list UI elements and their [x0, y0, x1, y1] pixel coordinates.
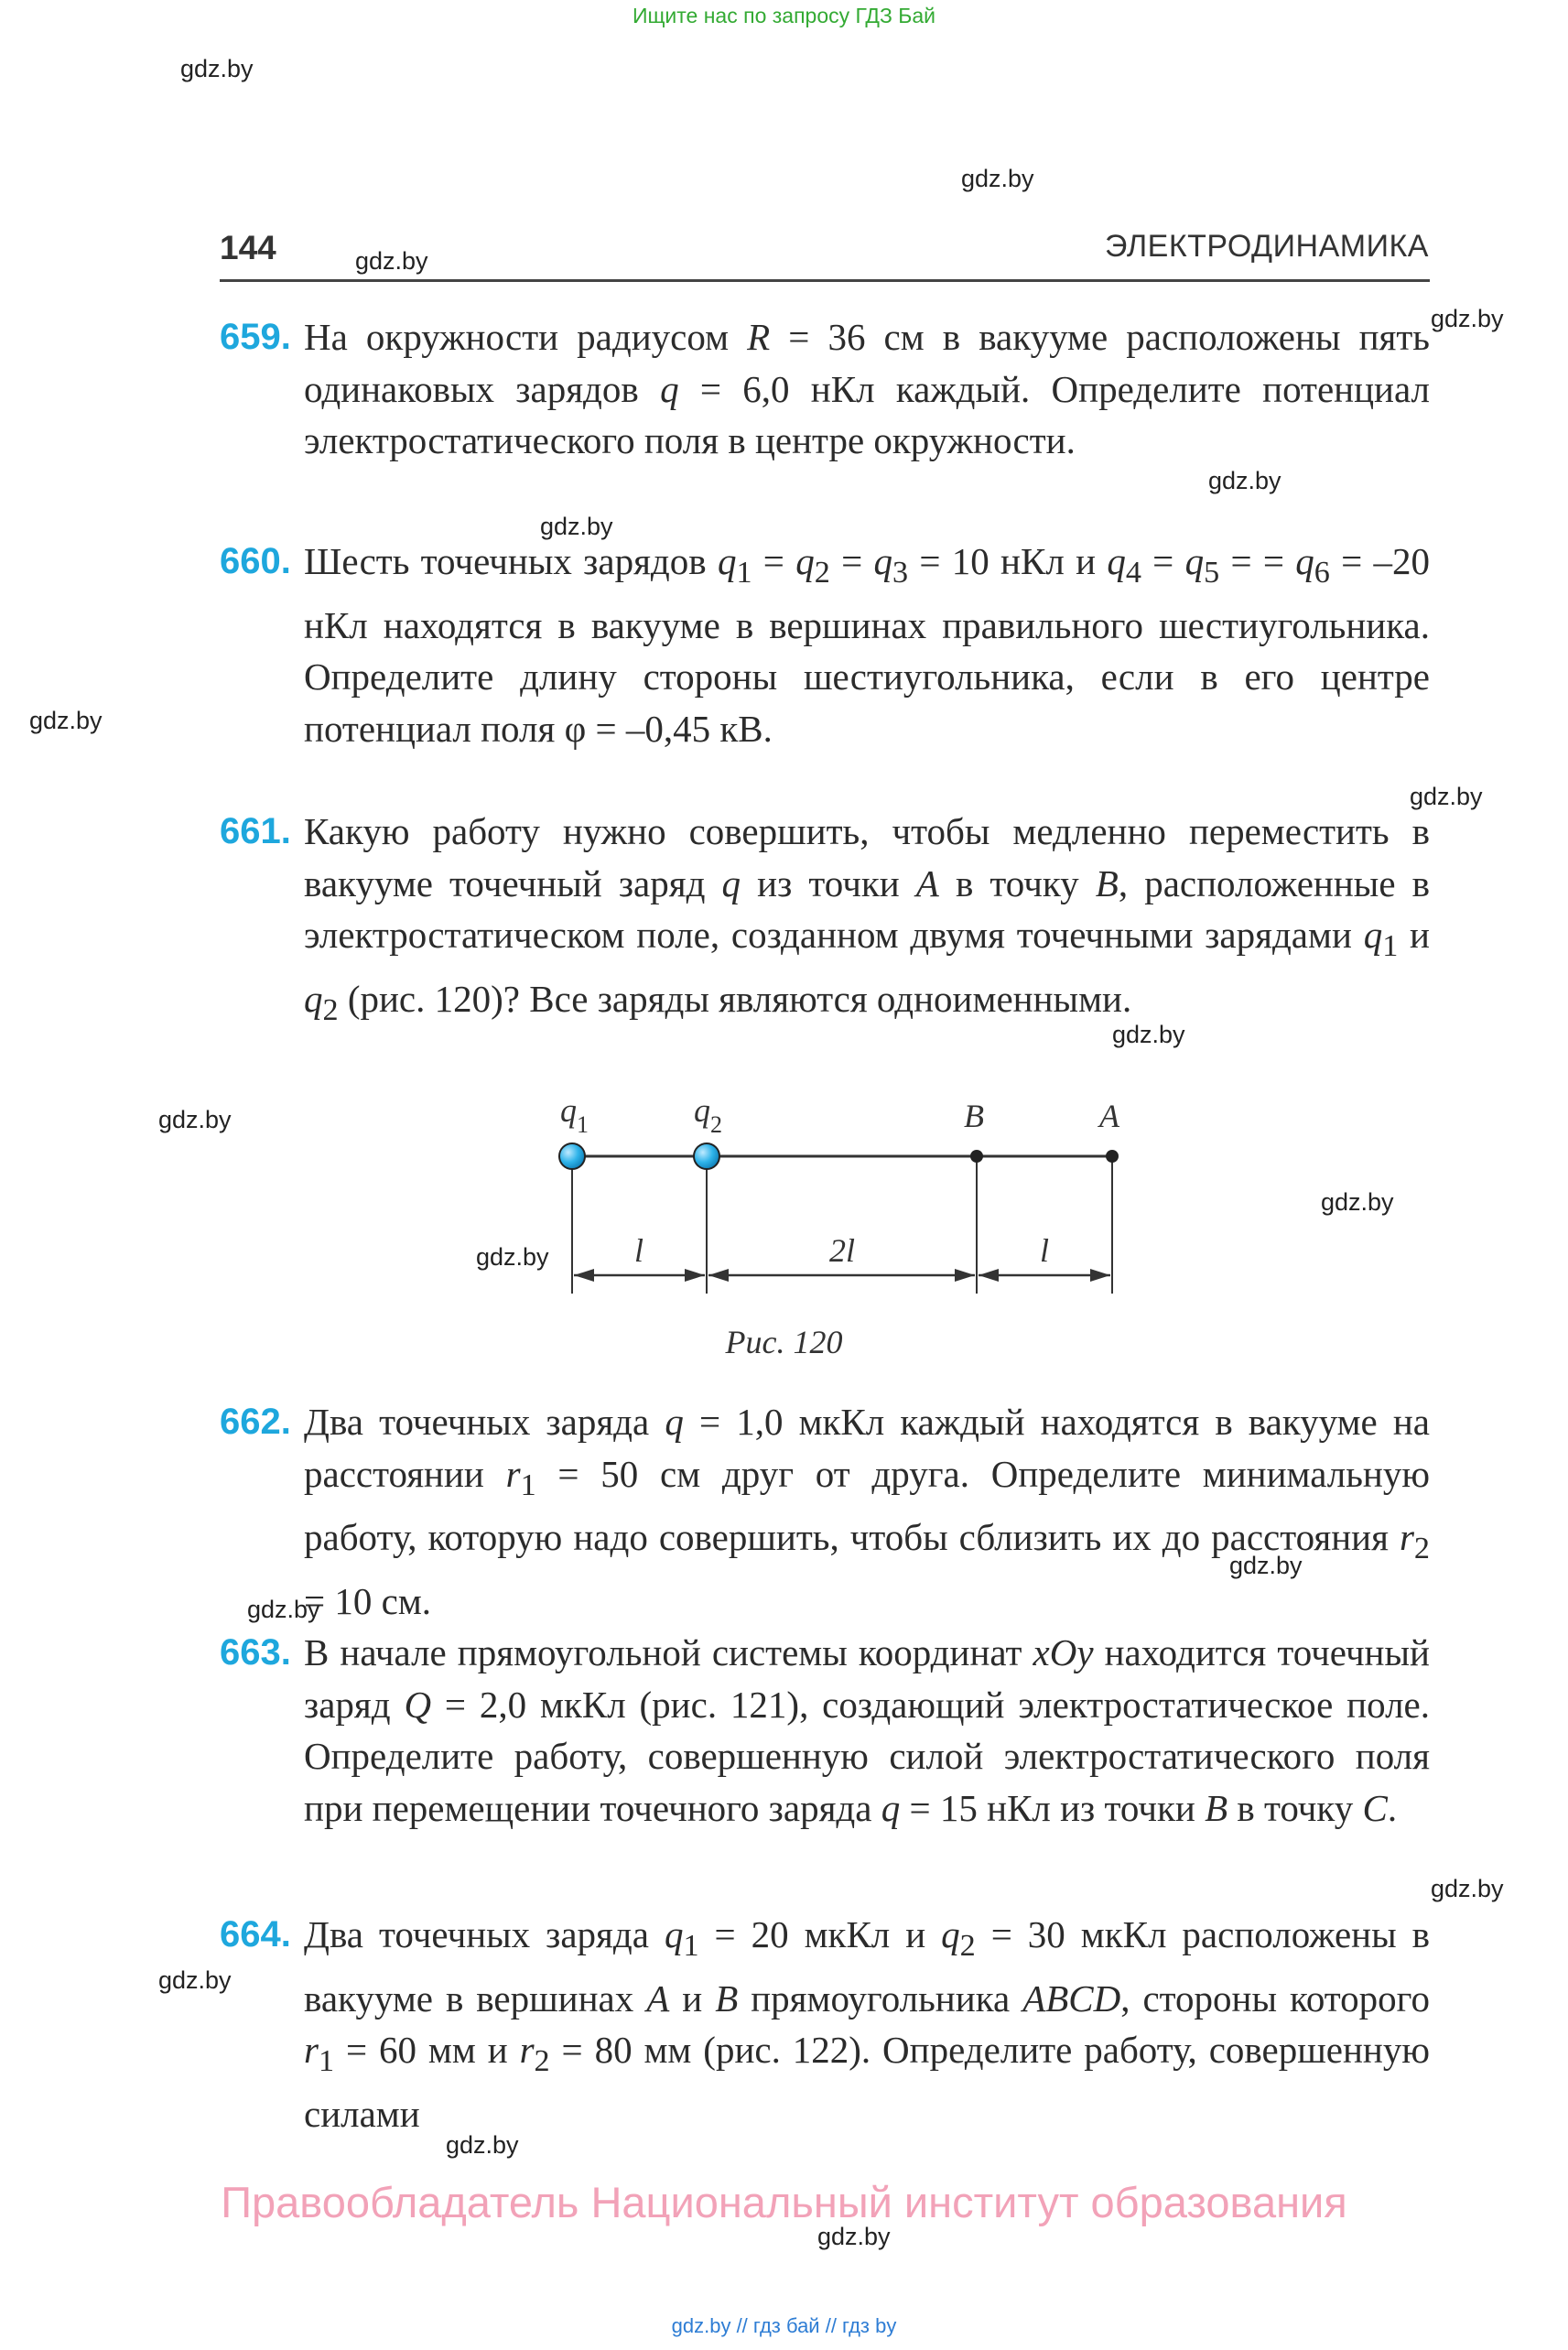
watermark: gdz.by	[247, 1596, 320, 1623]
bottom-ad-text: gdz.by // гдз бай // гдз by	[671, 2314, 897, 2337]
label-q1: q	[560, 1092, 577, 1129]
problem-text: Какую работу нужно совершить, чтобы медленно переместить в вакууме точечный заряд q из точки A в точку B, расположенные в электростатическом поле, созданном двумя точечными зарядами $q_1$ и $q_2$ (рис. 120)? Все заряды являются одноименными.	[304, 810, 1431, 1027]
problem-number: 660.	[220, 541, 291, 581]
watermark: gdz.by	[1431, 1875, 1504, 1902]
svg-text:q2	[694, 1092, 722, 1138]
watermark: gdz.by	[961, 165, 1034, 192]
problem-text: На окружности радиусом R = 36 см в вакууме расположены пять одинаковых зарядов q = 6,0 нКл каждый. Определите потенциал электростатического поля в центре окружности.	[304, 316, 1430, 461]
arrowhead	[955, 1269, 975, 1282]
watermark: gdz.by	[1410, 783, 1483, 810]
label-2l: 2l	[828, 1232, 856, 1269]
arrowhead	[979, 1269, 999, 1282]
watermark: gdz.by	[355, 247, 428, 275]
label-b: B	[964, 1098, 984, 1134]
label-a: A	[1099, 1098, 1119, 1134]
copyright-footer: Правообладатель Национальный институт образования	[221, 2178, 1347, 2226]
arrowhead	[1090, 1269, 1110, 1282]
watermark: gdz.by	[540, 513, 613, 540]
problem-662	[220, 1396, 1430, 1627]
figure-120	[513, 1085, 1172, 1305]
problem-text: Два точечных заряда $q_1 = 20$ мкКл и $q_2 = 30$ мкКл расположены в вакууме в вершинах A и B прямоугольника ABCD, стороны которого $r_1 = 60$ мм и $r_2 = 80$ мм (рис. 122). Определите работу, совершенную силами	[304, 1913, 1431, 2135]
watermark: gdz.by	[446, 2131, 519, 2159]
watermark: gdz.by	[1112, 1021, 1185, 1048]
problem-660	[220, 536, 1430, 754]
watermark: gdz.by	[1229, 1552, 1303, 1579]
label-q2: q	[694, 1092, 710, 1129]
watermark: gdz.by	[1321, 1188, 1394, 1216]
problem-number: 659.	[220, 317, 291, 357]
charge-q1	[559, 1143, 585, 1169]
watermark: gdz.by	[817, 2223, 891, 2250]
page-number: 144	[220, 229, 276, 266]
watermark: gdz.by	[29, 707, 103, 734]
label-l: l	[1039, 1232, 1050, 1269]
watermark: gdz.by	[158, 1106, 232, 1133]
problem-text: В начале прямоугольной системы координат xOy находится точечный заряд Q = 2,0 мкКл (рис. 121), создающий электростатическое поле. Определите работу, совершенную силой электростатического поля при перемещении точечного заряда q = 15 нКл из точки B в точку C.	[304, 1631, 1430, 1829]
running-head: ЭЛЕКТРОДИНАМИКА	[1105, 229, 1429, 264]
problem-663	[220, 1627, 1430, 1834]
header-rule	[220, 279, 1430, 282]
arrowhead	[574, 1269, 594, 1282]
watermark: gdz.by	[1208, 467, 1281, 494]
arrowhead	[685, 1269, 705, 1282]
watermark: gdz.by	[180, 55, 254, 82]
problem-text: Шесть точечных зарядов $q_1 = q_2 = q_3 = 10$ нКл и $q_4 = q_5$ = = $q_6 = -20$ нКл находятся в вакууме в вершинах правильного шестиугольника. Определите длину стороны шестиугольника, если в его центре потенциал поля φ = –0,45 кВ.	[304, 540, 1431, 750]
label-q2-sub: 2	[710, 1111, 722, 1138]
problem-661	[220, 806, 1430, 1036]
label-q1-sub: 1	[577, 1111, 589, 1138]
charge-q2	[694, 1143, 719, 1169]
watermark: gdz.by	[1431, 305, 1504, 332]
top-ad-text: Ищите нас по запросу ГДЗ Бай	[632, 4, 936, 27]
point-a	[1106, 1150, 1119, 1163]
problem-number: 663.	[220, 1632, 291, 1673]
problem-659	[220, 311, 1430, 467]
figure-caption: Рис. 120	[725, 1324, 843, 1360]
problem-number: 664.	[220, 1914, 291, 1955]
problem-664	[220, 1909, 1430, 2139]
problem-number: 662.	[220, 1402, 291, 1442]
arrowhead	[708, 1269, 729, 1282]
watermark: gdz.by	[158, 1966, 232, 1994]
problem-number: 661.	[220, 811, 291, 851]
label-l: l	[633, 1232, 644, 1269]
point-b	[970, 1150, 983, 1163]
problem-text: Два точечных заряда q = 1,0 мкКл каждый находятся в вакууме на расстоянии $r_1 = 50$ см друг от друга. Определите минимальную работу, которую надо совершить, чтобы сблизить их до расстояния $r_2 = 10$ см.	[304, 1401, 1431, 1622]
svg-text:q1	[560, 1092, 589, 1138]
watermark: gdz.by	[476, 1243, 549, 1271]
